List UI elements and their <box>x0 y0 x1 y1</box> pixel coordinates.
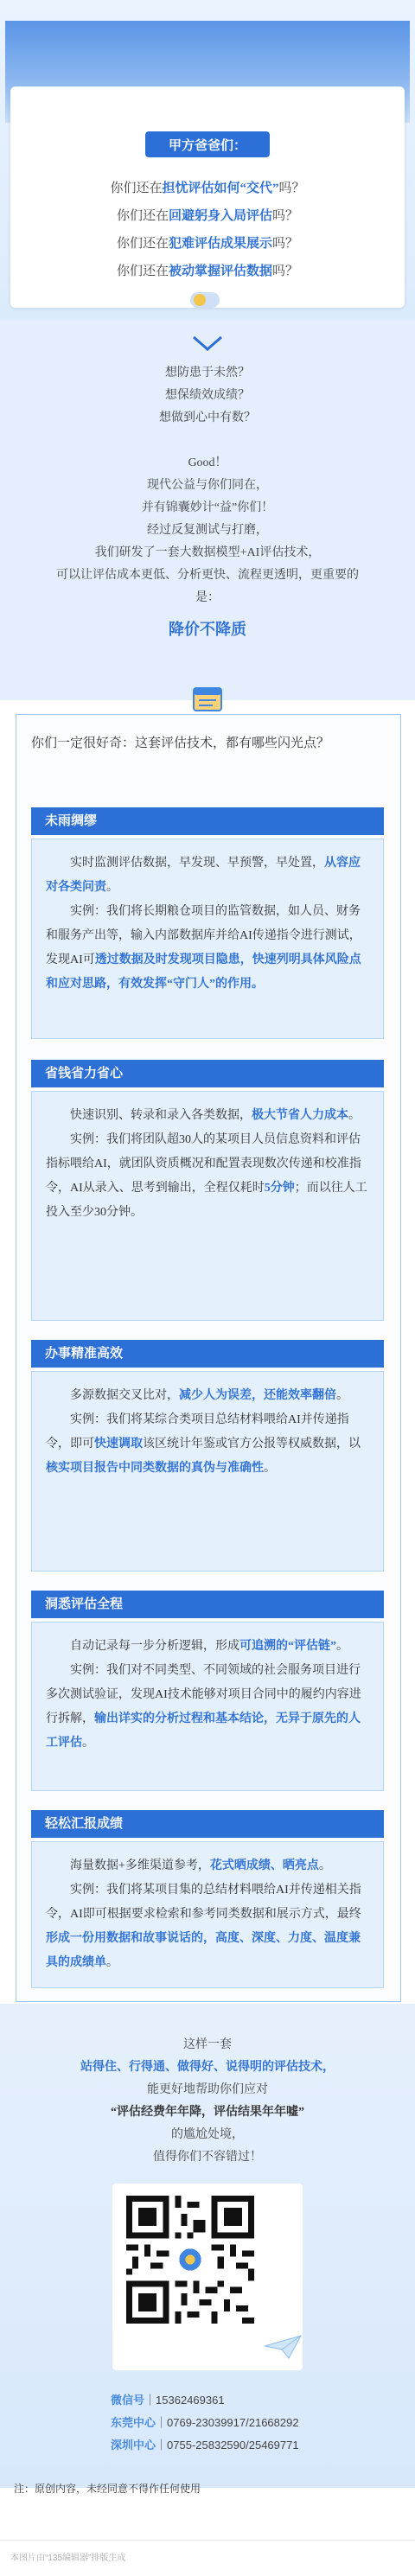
contact-line: 东莞中心｜0769-23039917/21668292 <box>111 2416 299 2429</box>
feature-paragraph <box>46 1104 369 1128</box>
body-text: 自动记录每一步分析逻辑，形成 <box>70 1640 239 1653</box>
footer-line: 的尴尬处境， <box>171 2128 244 2141</box>
contact-line: 微信号｜15362469361 <box>111 2394 225 2407</box>
body-text: 海量数据+多维渠道参考， <box>70 1859 210 1872</box>
editor-credit: 本图片由“135编辑器”排版生成 <box>10 2554 126 2563</box>
feature-paragraph <box>46 1384 369 1408</box>
paper-plane-icon <box>263 2334 303 2360</box>
intro-good: Good！ <box>188 456 227 469</box>
feature-title: 洞悉评估全程 <box>31 1591 384 1618</box>
body-text: 该区统计年鉴或官方公报等权威数据，以 <box>143 1438 361 1451</box>
copyright-note: 注：原创内容，未经同意不得作任何使用 <box>14 2483 201 2495</box>
feature-paragraph <box>46 1128 369 1225</box>
intro-line: 想防患于未然？ <box>165 367 250 379</box>
feature-title: 未雨绸缪 <box>31 807 384 835</box>
intro-line: 想做到心中有数？ <box>159 411 256 424</box>
footer-line: 值得你们不容错过！ <box>153 2151 262 2164</box>
feature-paragraph <box>46 900 369 997</box>
feature-paragraph <box>46 1635 369 1659</box>
divider <box>0 2540 415 2541</box>
highlight-text: 核实项目报告中同类数据的真伪与准确性 <box>46 1462 264 1475</box>
body-text: 。 <box>336 1389 348 1402</box>
body-text: 实例：我们将长期粮仓项目的监管数据，如人员、财务和服务产出等，输入内部数据库并给AI传递指令进行测试，发现AI可 <box>46 905 361 966</box>
audience-tag: 甲方爸爸们： <box>145 131 270 157</box>
feature-title: 办事精准高效 <box>31 1340 384 1368</box>
intro-body-line: 是： <box>195 591 220 604</box>
feature-body <box>31 1841 384 1988</box>
question-line: 你们还在担忧评估如何“交代”吗？ <box>110 182 305 195</box>
body-text: 。 <box>264 1462 276 1475</box>
toggle-icon <box>190 292 220 308</box>
highlight-text: 输出详实的分析过程和基本结论，无异于原先的人工评估 <box>46 1712 361 1750</box>
body-text: 。 <box>348 1109 361 1122</box>
question-line: 你们还在犯难评估成果展示吗？ <box>116 237 299 251</box>
body-text: ；而以往人工投入至少30分钟。 <box>46 1182 367 1219</box>
feature-paragraph <box>46 1408 369 1481</box>
highlight-text: 花式晒成绩、晒亮点 <box>209 1859 319 1872</box>
highlight-text: 透过数据及时发现项目隐患，快速列明具体风险点和应对思路，有效发挥“守门人”的作用。 <box>46 953 361 991</box>
footer-line: “评估经费年年降，评估结果年年嘘” <box>111 2106 304 2119</box>
intro-body-line: 经过反复测试与打磨， <box>147 524 268 537</box>
feature-paragraph <box>46 851 369 900</box>
intro-line: 想保绩效成绩？ <box>165 389 250 402</box>
body-text: 。 <box>318 1859 331 1872</box>
intro-body-line: 现代公益与你们同在， <box>147 479 268 492</box>
body-text: 。 <box>106 881 118 894</box>
highlight-text: 极大节省人力成本 <box>252 1109 348 1122</box>
body-text: 实例：我们将团队超30人的某项目人员信息资料和评估指标喂给AI，就团队资质概况和配置表现数次传递和校准指令，AI从录入、思考到输出，全程仅耗时 <box>46 1133 361 1195</box>
feature-paragraph <box>46 1878 369 1975</box>
intro-body-line: 我们研发了一套大数据模型+AI评估技术， <box>94 546 321 559</box>
contact-line: 深圳中心｜0755-25832590/25469771 <box>111 2439 299 2452</box>
feature-body <box>31 1091 384 1321</box>
footer-line: 站得住、行得通、做得好、说得明的评估技术， <box>80 2061 335 2074</box>
body-text: 多源数据交叉比对， <box>70 1389 179 1402</box>
question-line: 你们还在回避躬身入局评估吗？ <box>116 209 299 223</box>
feature-title: 省钱省力省心 <box>31 1060 384 1087</box>
body-text: 。 <box>82 1737 94 1750</box>
footer-line: 能更好地帮助你们应对 <box>147 2083 268 2096</box>
feature-body <box>31 1371 384 1572</box>
body-text: 。 <box>336 1640 348 1653</box>
highlight-text: 从容应对各类问责 <box>46 857 361 894</box>
feature-paragraph <box>46 1854 369 1878</box>
highlight-text: 5分钟 <box>264 1182 295 1195</box>
intro-body-line: 可以让评估成本更低、分析更快、流程更透明，更重要的 <box>56 569 359 582</box>
feature-body <box>31 1622 384 1791</box>
body-text: 实例：我们将某项目集的总结材料喂给AI并传递相关指令，AI即可根据要求检索和参考同类数据和展示方式，最终 <box>46 1884 361 1921</box>
highlight-text: 减少人为误差，还能效率翻倍 <box>179 1389 336 1402</box>
qr-code-icon <box>126 2196 254 2324</box>
body-text: 快速识别、转录和录入各类数据， <box>70 1109 252 1122</box>
body-text: 实例：我们将某综合类项目总结材料喂给AI并传递指令，即可 <box>46 1413 349 1451</box>
body-text: 。 <box>106 1956 118 1969</box>
feature-paragraph <box>46 1659 369 1756</box>
intro-body-line: 并有锦囊妙计“益”你们！ <box>141 501 274 514</box>
features-lead: 你们一定很好奇：这套评估技术，都有哪些闪光点？ <box>31 736 330 750</box>
highlight-text: 可追溯的“评估链” <box>239 1640 336 1653</box>
document-icon <box>192 685 223 712</box>
body-text: 实时监测评估数据，早发现、早预警，早处置， <box>70 857 324 870</box>
question-line: 你们还在被动掌握评估数据吗？ <box>116 265 299 278</box>
body-text: 实例：我们对不同类型、不同领域的社会服务项目进行多次测试验证，发现AI技术能够对项目合同中的履约内容进行拆解， <box>46 1664 361 1725</box>
feature-body <box>31 838 384 1039</box>
slogan: 降价不降质 <box>169 621 246 638</box>
footer-line: 这样一套 <box>183 2038 232 2051</box>
chevron-down-icon <box>190 332 225 354</box>
highlight-text: 快速调取 <box>94 1438 143 1451</box>
highlight-text: 形成一份用数据和故事说话的，高度、深度、力度、温度兼具的成绩单 <box>46 1932 361 1969</box>
feature-title: 轻松汇报成绩 <box>31 1810 384 1838</box>
